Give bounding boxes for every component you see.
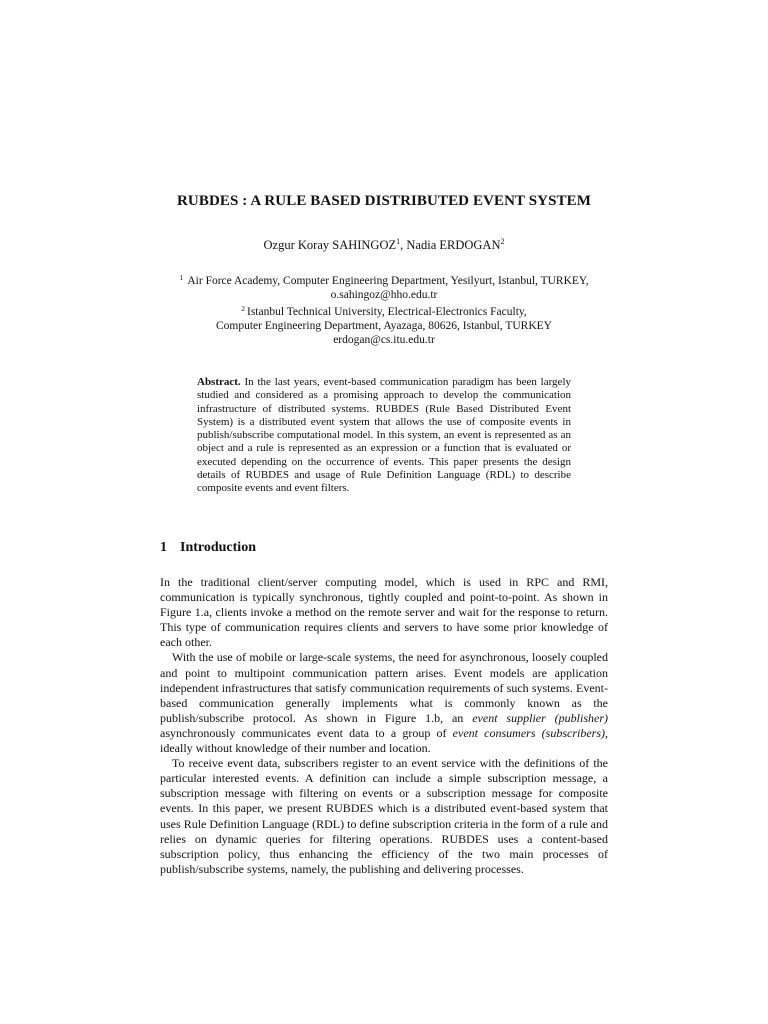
abstract-text: In the last years, event-based communication paradigm has been largely studied and considered as a promising approach to develop the communication infrastructure of distributed systems. RUBDES (Rule Based Distributed Event System) is a distributed event system that allows the use of composite events in publish/subscribe computational model. In this system, an event is represented as an object and a rule is represented as an expression or a function that is evaluated or executed depending on the occurrence of events. This paper presents the design details of RUBDES and usage of Rule Definition Language (RDL) to describe composite events and event filters. xyxy=(197,376,571,495)
author-1-mark: 1 xyxy=(396,237,401,246)
affiliation-2-line-2: Computer Engineering Department, Ayazaga, 80626, Istanbul, TURKEY xyxy=(216,320,552,332)
section-title: Introduction xyxy=(180,540,256,555)
paper-title: RUBDES : A RULE BASED DISTRIBUTED EVENT SYSTEM xyxy=(176,193,592,209)
section-heading-introduction xyxy=(160,540,256,556)
abstract xyxy=(197,376,571,496)
paragraph-1: In the traditional client/server computing model, which is used in RPC and RMI, communication is typically synchronous, tightly coupled and point-to-point. As shown in Figure 1.a, clients invoke a method on the remote server and wait for the response to return. This type of communication requires clients and servers to have some prior knowledge of each other. xyxy=(160,575,608,650)
affiliation-2-mark: 2 xyxy=(241,304,245,313)
author-2-name: Nadia ERDOGAN xyxy=(406,238,501,252)
affiliation-block xyxy=(0,271,768,347)
term-event-consumers: event consumers (subscribers) xyxy=(452,725,605,740)
author-separator: , xyxy=(400,238,407,252)
affiliation-2-line-1: $^2$ Istanbul Technical University, Electrical-Electronics Faculty, xyxy=(241,304,527,318)
term-event-supplier: event supplier (publisher) xyxy=(472,710,608,725)
author-1-name: Ozgur Koray SAHINGOZ xyxy=(263,238,397,252)
paragraph-3: To receive event data, subscribers register to an event service with the definitions of the particular interested events. A definition can include a simple subscription message, a subscription message with filtering on events or a subscription message for composite events. In this paper, we present RUBDES which is a distributed event-based system that uses Rule Definition Language (RDL) to define subscription criteria in the form of a rule and relies on dynamic queries for filtering operations. RUBDES uses a content-based subscription policy, thus enhancing the efficiency of the two main processes of publish/subscribe systems, namely, the publishing and delivering processes. xyxy=(160,756,608,876)
affiliation-1-email: o.sahingoz@hho.edu.tr xyxy=(330,289,438,301)
introduction-body xyxy=(160,575,608,877)
author-2-mark: 2 xyxy=(500,237,505,246)
paragraph-2: With the use of mobile or large-scale systems, the need for asynchronous, loosely coupled and point to multipoint communication pattern arises. Event models are application independent infrastructures that satisfy communication requirements of such systems. Event-based communication generally implements what is commonly known as the publish/subscribe protocol. As shown in Figure 1.b, an event supplier (publisher) asynchronously communicates event data to a group of event consumers (subscribers), ideally without knowledge of their number and location. xyxy=(160,650,608,756)
affiliation-2-email: erdogan@cs.itu.edu.tr xyxy=(333,334,435,346)
author-line xyxy=(0,237,768,253)
affiliation-1-mark: 1 xyxy=(179,273,184,282)
affiliation-1-line-1: $^1$ Air Force Academy, Computer Engineering Department, Yesilyurt, Istanbul, TURKEY, xyxy=(179,273,589,287)
section-number: 1 xyxy=(160,540,167,555)
abstract-label: Abstract. xyxy=(197,376,241,388)
